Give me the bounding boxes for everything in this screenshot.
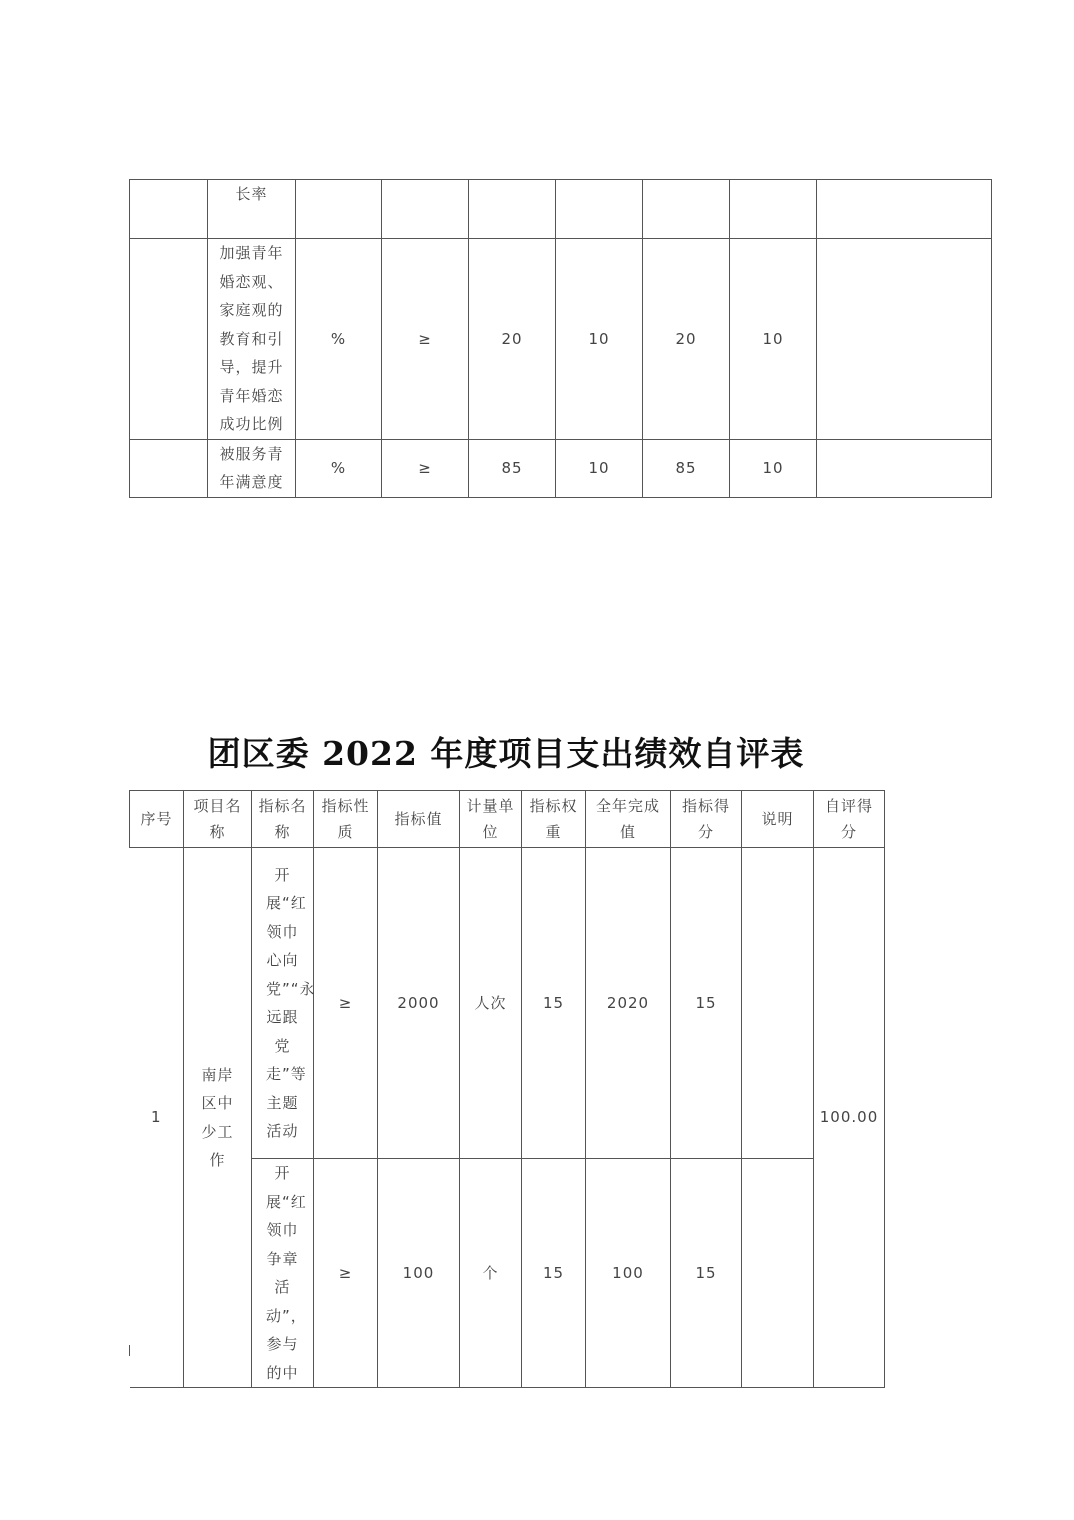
- target-cell: [469, 180, 556, 239]
- unit-cell: %: [296, 439, 382, 497]
- score-cell: 15: [671, 1159, 742, 1388]
- completion-cell: 100: [586, 1159, 671, 1388]
- header-completion: 全年完成值: [586, 791, 671, 848]
- header-seq: 序号: [130, 791, 184, 848]
- note-cell: [817, 180, 992, 239]
- unit-cell: [296, 180, 382, 239]
- indicator-name: 开展“红领巾心向党”“永远跟党走”等主题活动: [252, 848, 314, 1159]
- self-evaluation-table: [129, 790, 885, 1388]
- operator-cell: ≥: [382, 239, 469, 440]
- project-name: 南岸区中少工作: [184, 848, 252, 1388]
- blank-cell: [130, 439, 208, 497]
- weight-cell: 15: [522, 1159, 586, 1388]
- nature-cell: ≥: [314, 1159, 378, 1388]
- header-self-score: 自评得分: [814, 791, 885, 848]
- value-cell: 100: [378, 1159, 460, 1388]
- note-cell: [817, 439, 992, 497]
- cell-text: 长率: [235, 185, 268, 203]
- weight-cell: 10: [556, 439, 643, 497]
- header-indicator: 指标名称: [252, 791, 314, 848]
- indicator-name: [208, 180, 296, 239]
- weight-cell: [556, 180, 643, 239]
- weight-cell: 15: [522, 848, 586, 1159]
- indicator-name: 被服务青年满意度: [208, 439, 296, 497]
- header-unit: 计量单位: [460, 791, 522, 848]
- note-cell: [742, 1159, 814, 1388]
- unit-cell: 个: [460, 1159, 522, 1388]
- header-project: 项目名称: [184, 791, 252, 848]
- score-cell: 10: [730, 239, 817, 440]
- target-cell: 20: [469, 239, 556, 440]
- actual-cell: 20: [643, 239, 730, 440]
- target-cell: 85: [469, 439, 556, 497]
- actual-cell: 85: [643, 439, 730, 497]
- blank-cell: [130, 239, 208, 440]
- actual-cell: [643, 180, 730, 239]
- header-value: 指标值: [378, 791, 460, 848]
- completion-cell: 2020: [586, 848, 671, 1159]
- unit-cell: %: [296, 239, 382, 440]
- self-score-cell: 100.00: [814, 848, 885, 1388]
- blank-cell: [130, 180, 208, 239]
- indicator-name: 加强青年婚恋观、家庭观的教育和引导，提升青年婚恋成功比例: [208, 239, 296, 440]
- weight-cell: 10: [556, 239, 643, 440]
- header-note: 说明: [742, 791, 814, 848]
- header-weight: 指标权重: [522, 791, 586, 848]
- header-nature: 指标性质: [314, 791, 378, 848]
- seq-cell: 1: [130, 848, 184, 1388]
- note-cell: [742, 848, 814, 1159]
- header-score: 指标得分: [671, 791, 742, 848]
- value-cell: 2000: [378, 848, 460, 1159]
- table-row: [130, 439, 992, 497]
- table-row: [130, 239, 992, 440]
- score-cell: 15: [671, 848, 742, 1159]
- nature-cell: ≥: [314, 848, 378, 1159]
- score-cell: 10: [730, 439, 817, 497]
- indicator-name: 开展“红领巾争章活动”，参与的中: [252, 1159, 314, 1388]
- continuation-table: [129, 179, 992, 498]
- table-row: [130, 848, 885, 1159]
- table-border-fragment: [129, 1345, 130, 1356]
- note-cell: [817, 239, 992, 440]
- header-row: [130, 791, 885, 848]
- page-title: 团区委 2022 年度项目支出绩效自评表: [207, 734, 805, 773]
- unit-cell: 人次: [460, 848, 522, 1159]
- table-row: [130, 180, 992, 239]
- operator-cell: [382, 180, 469, 239]
- score-cell: [730, 180, 817, 239]
- operator-cell: ≥: [382, 439, 469, 497]
